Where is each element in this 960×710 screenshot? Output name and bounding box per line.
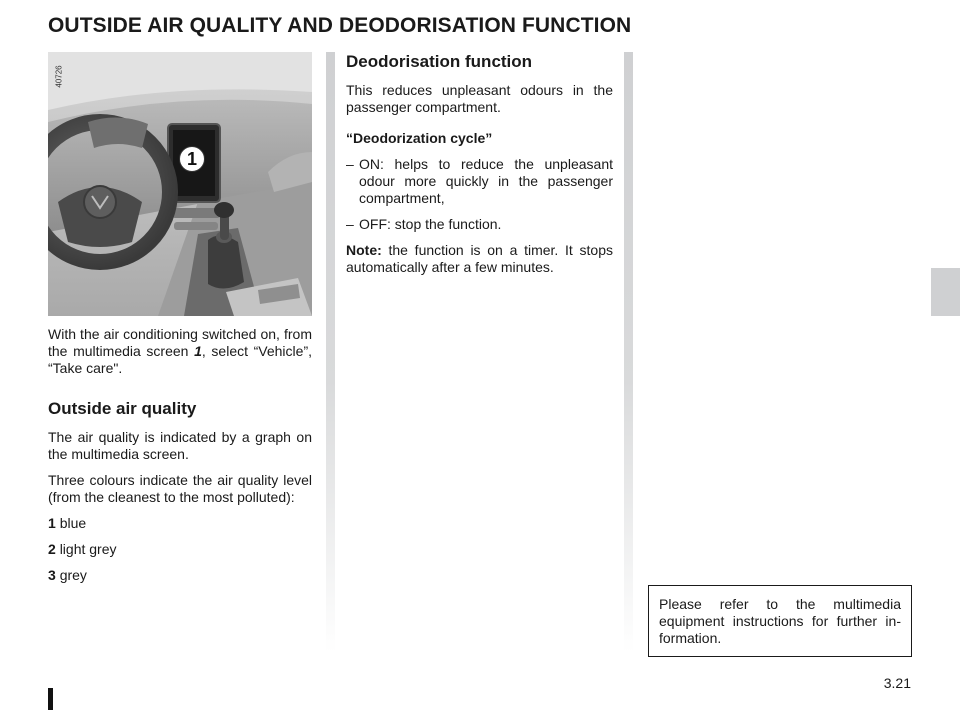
note-paragraph: Note: the function is on a timer. It stops automatically after a few minutes. xyxy=(346,242,613,275)
corner-mark xyxy=(48,688,53,710)
multimedia-reference-box xyxy=(648,585,912,657)
dashboard-illustration xyxy=(48,52,312,316)
level-item: 3 grey xyxy=(48,567,87,583)
list-item: – ON: helps to reduce the unpleasant odour more quickly in the passenger compartment, xyxy=(346,156,613,206)
intro-paragraph: With the air conditioning switched on, from the multimedia screen 1, select “Vehicle”, “Take care". xyxy=(48,326,312,376)
level-item: 2 light grey xyxy=(48,541,117,557)
outside-air-quality-heading: Outside air quality xyxy=(48,399,197,418)
multimedia-reference-text: Please refer to the multimedia equipment instructions for further in-formation. xyxy=(659,596,901,646)
page-number: 3.21 xyxy=(883,675,911,691)
screen-reference: 1 xyxy=(194,343,202,359)
right-column xyxy=(346,52,613,276)
column-divider-left xyxy=(326,52,335,652)
air-quality-paragraph: The air quality is indicated by a graph on the multimedia screen. xyxy=(48,429,312,462)
deodorisation-heading: Deodorisation function xyxy=(346,52,533,71)
page-title: OUTSIDE AIR QUALITY AND DEODORISATION FUNCTION xyxy=(48,14,632,37)
chapter-tab xyxy=(931,268,960,316)
deodorization-cycle-subheading: “Deodorization cycle” xyxy=(346,130,493,146)
column-divider-right xyxy=(624,52,633,652)
deodorisation-intro: This reduces unpleasant odours in the passenger compartment. xyxy=(346,82,613,115)
dashboard-drawing xyxy=(48,52,312,316)
callout-marker-1: 1 xyxy=(179,146,205,172)
left-column xyxy=(48,52,312,584)
figure-reference-code: 40726 xyxy=(54,64,64,88)
list-item: – OFF: stop the function. xyxy=(346,216,502,232)
level-item: 1 blue xyxy=(48,515,87,531)
colours-paragraph: Three colours indicate the air quality level (from the cleanest to the most polluted): xyxy=(48,472,312,505)
